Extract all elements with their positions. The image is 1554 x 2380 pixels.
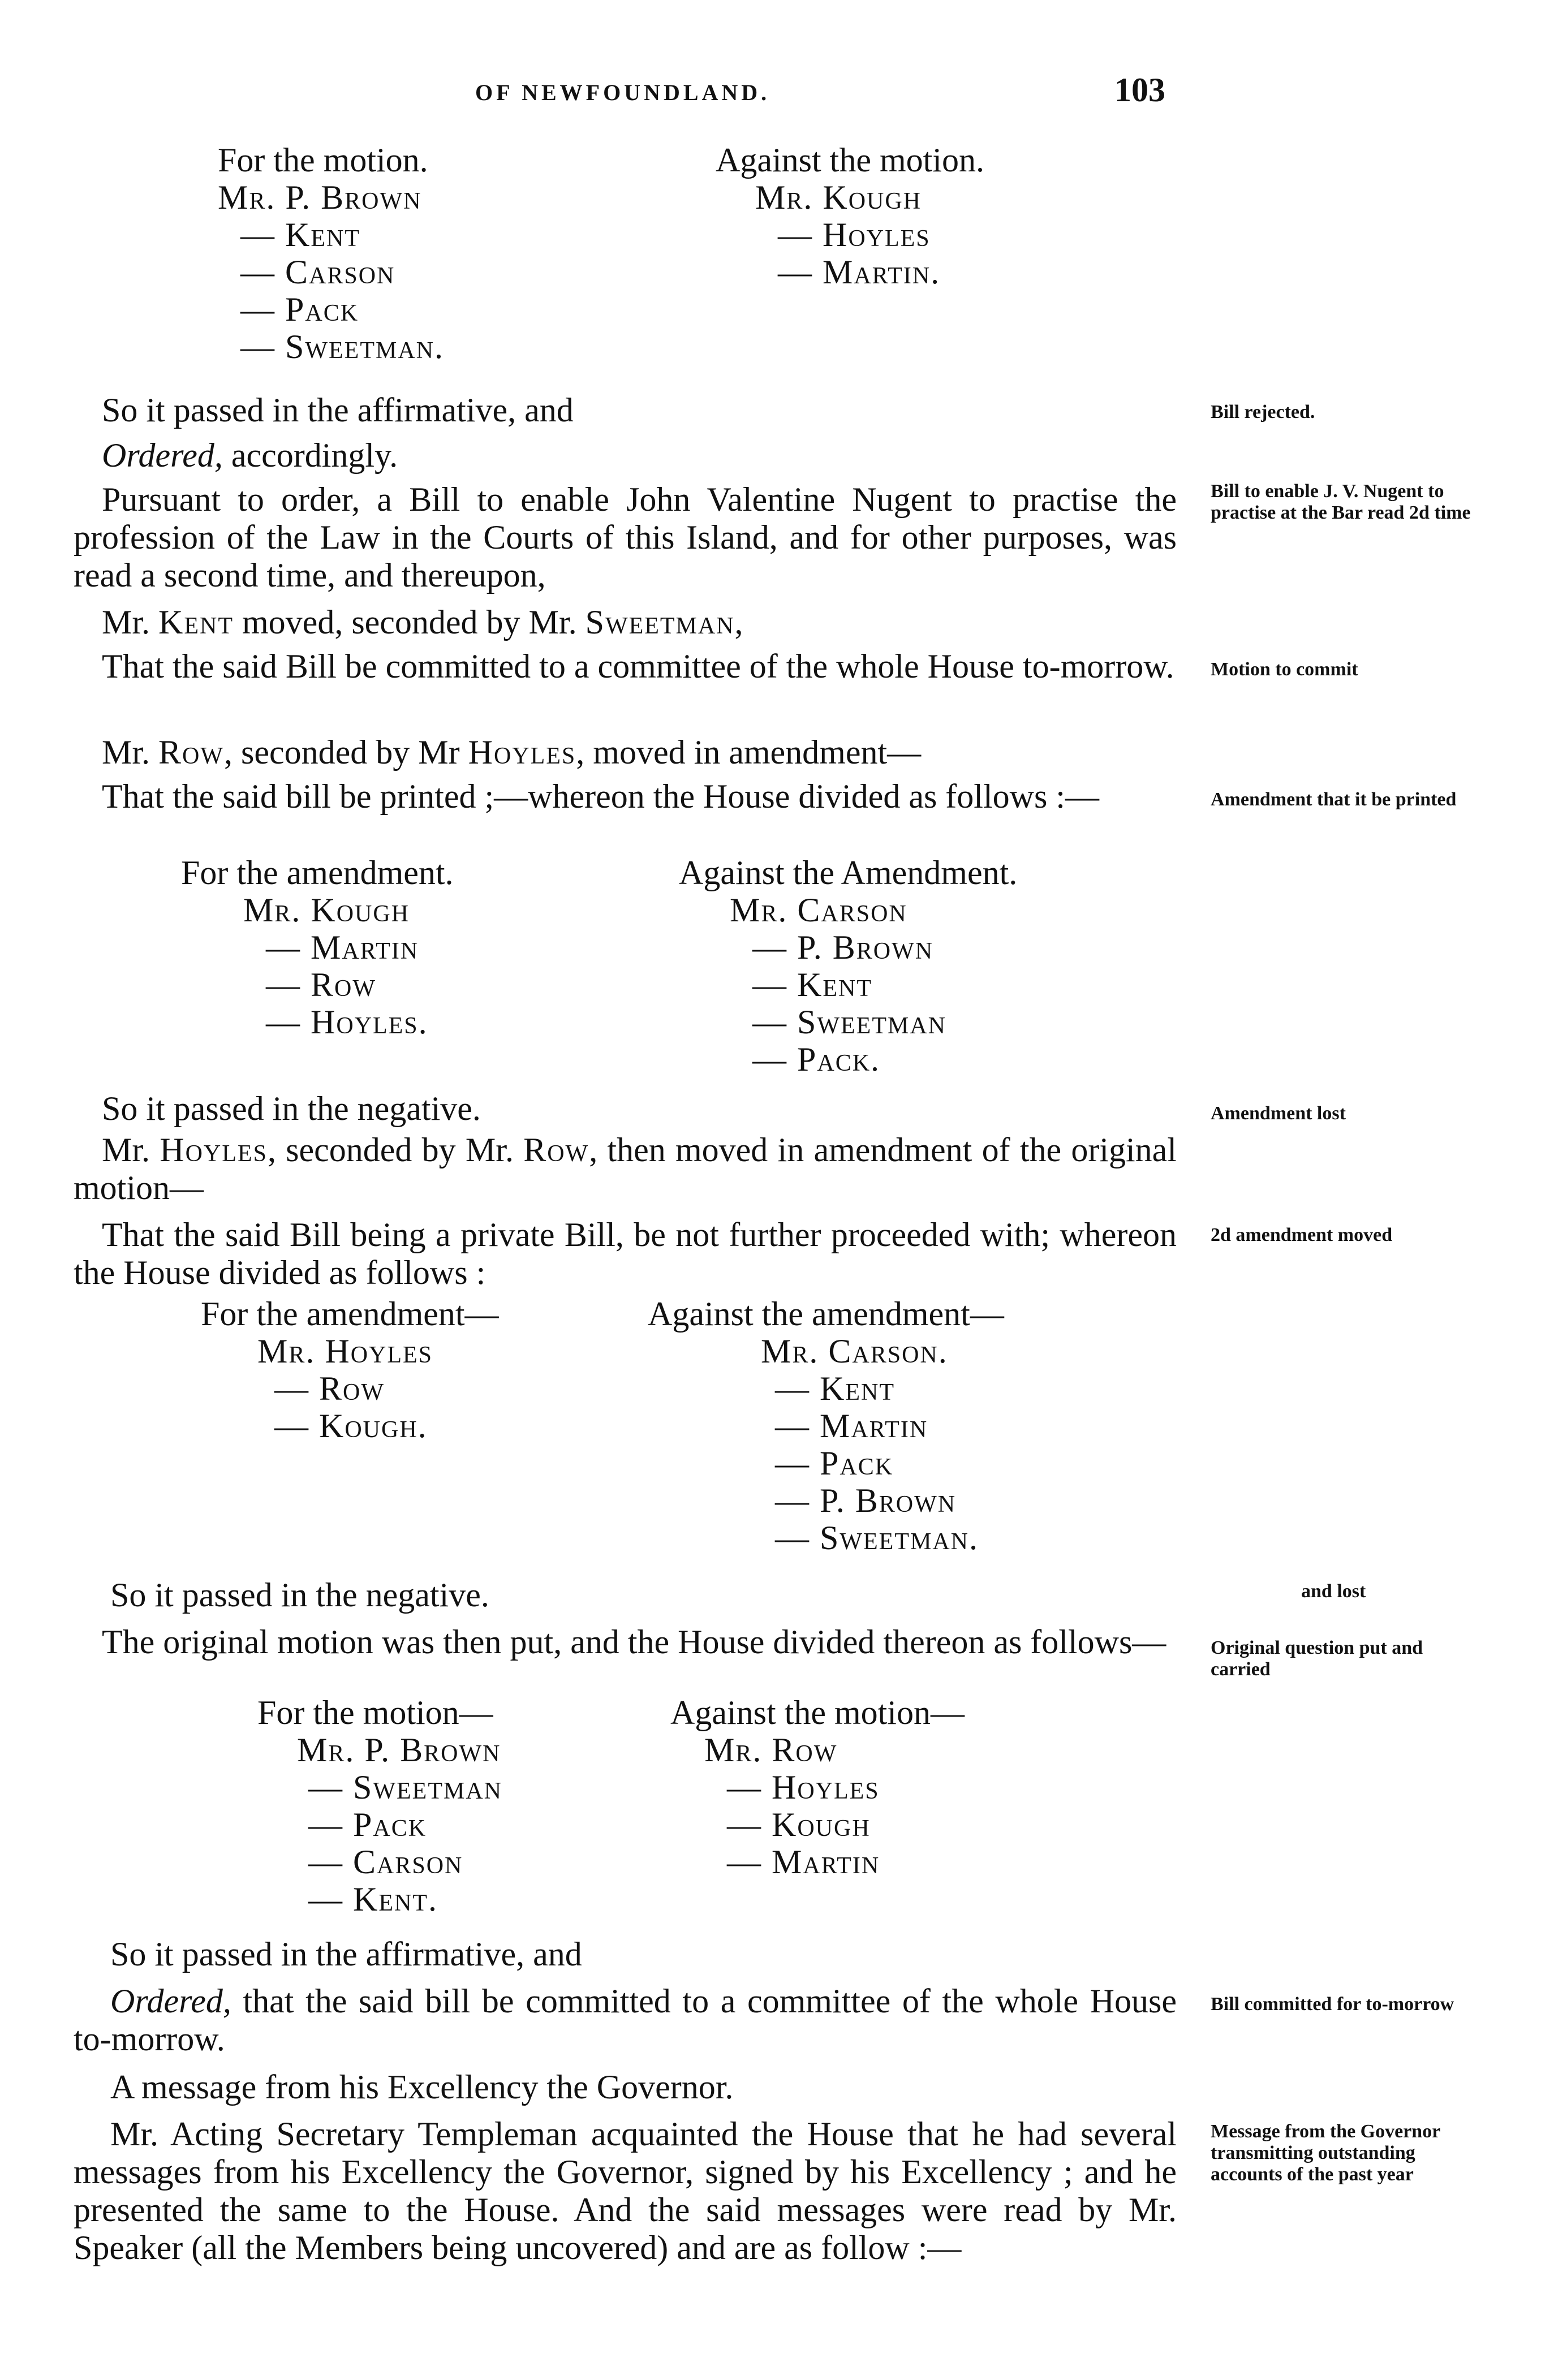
- vote3-for-column: [201, 1295, 499, 1445]
- paragraph: So it passed in the affirmative, and: [110, 1935, 582, 1973]
- margin-note: Message from the Governor transmitting outstanding accounts of the past year: [1211, 2121, 1440, 2185]
- paragraph: Mr. Row, seconded by Mr Hoyles, moved in amendment—: [102, 734, 922, 771]
- margin-note: Bill committed for to-morrow: [1211, 1994, 1454, 2015]
- vote1-for-member: — Carson: [240, 253, 395, 291]
- vote3-for-heading: For the amendment—: [201, 1295, 499, 1333]
- vote2-against-member: — Sweetman: [752, 1003, 946, 1041]
- vote2-against-member: — P. Brown: [752, 929, 934, 966]
- vote2-for-member: — Martin: [266, 929, 419, 966]
- margin-note: Amendment that it be printed: [1211, 789, 1457, 810]
- paragraph: So it passed in the negative.: [102, 1090, 481, 1127]
- margin-note: Original question put and carried: [1211, 1637, 1423, 1680]
- vote2-against-column: [679, 854, 1017, 1078]
- paragraph-second-amendment: Mr. Hoyles, seconded by Mr. Row, then moved in amendment of the original motion—: [74, 1131, 1177, 1206]
- vote2-against-member: — Kent: [752, 966, 872, 1003]
- vote4-against-member: Mr. Row: [704, 1731, 838, 1769]
- vote2-against-member: Mr. Carson: [730, 891, 907, 929]
- vote1-against-heading: Against the motion.: [716, 141, 984, 179]
- vote4-against-column: [670, 1694, 965, 1881]
- margin-note: Amendment lost: [1211, 1103, 1346, 1124]
- margin-note: and lost: [1301, 1581, 1366, 1602]
- paragraph-message: Mr. Acting Secretary Templeman acquainted the House that he had several messages from his Excellency the Governor, signed by his Excellency ; and he presented the same to the House. And the said messages were read by Mr. Speaker (all the Members being uncovered) and are as follow :—: [74, 2115, 1177, 2266]
- margin-note: Motion to commit: [1211, 659, 1358, 680]
- vote2-for-member: Mr. Kough: [243, 891, 410, 929]
- margin-note: Bill rejected.: [1211, 402, 1315, 422]
- paragraph-committed: Ordered, that the said bill be committed to a committee of the whole House to-morrow.: [74, 1982, 1177, 2058]
- vote2-against-member: — Pack.: [752, 1041, 881, 1078]
- vote4-against-heading: Against the motion—: [670, 1694, 965, 1731]
- paragraph: So it passed in the affirmative, and: [102, 391, 574, 429]
- vote4-for-heading: For the motion—: [257, 1694, 493, 1731]
- vote2-for-column: [181, 854, 454, 1041]
- vote4-for-member: — Carson: [308, 1843, 463, 1881]
- vote3-for-member: — Kough.: [274, 1407, 428, 1445]
- paragraph: Ordered, accordingly.: [102, 437, 398, 474]
- running-header: OF NEWFOUNDLAND.: [475, 80, 770, 105]
- vote4-for-member: — Pack: [308, 1806, 427, 1843]
- vote3-against-member: Mr. Carson.: [761, 1333, 948, 1370]
- vote2-for-member: — Hoyles.: [266, 1003, 428, 1041]
- vote1-for-column: [218, 141, 444, 365]
- vote4-against-member: — Hoyles: [727, 1769, 880, 1806]
- vote1-for-member: — Sweetman.: [240, 328, 444, 365]
- paragraph-amendment: That the said bill be printed ;—whereon the House divided as follows :—: [102, 778, 1099, 815]
- paragraph-private-bill: That the said Bill being a private Bill, be not further proceeded with; whereon the House divided as follows :: [74, 1216, 1177, 1291]
- vote1-against-member: — Hoyles: [778, 216, 931, 253]
- vote1-against-member: Mr. Kough: [755, 179, 922, 216]
- paragraph-bill-reading: Pursuant to order, a Bill to enable John Valentine Nugent to practise the profession of the Law in the Courts of this Island, and for other purposes, was read a second time, and thereupon,: [74, 481, 1177, 594]
- vote3-against-member: — Sweetman.: [775, 1519, 979, 1557]
- vote2-for-heading: For the amendment.: [181, 854, 454, 891]
- vote4-against-member: — Kough: [727, 1806, 871, 1843]
- margin-note: Bill to enable J. V. Nugent to practise at the Bar read 2d time: [1211, 481, 1471, 523]
- vote1-against-member: — Martin.: [778, 253, 941, 291]
- vote1-for-member: Mr. P. Brown: [218, 179, 422, 216]
- vote2-against-heading: Against the Amendment.: [679, 854, 1018, 891]
- paragraph: A message from his Excellency the Governor.: [110, 2068, 734, 2106]
- vote1-for-heading: For the motion.: [218, 141, 428, 179]
- vote1-against-column: [716, 141, 984, 291]
- paragraph-original-motion: The original motion was then put, and the House divided thereon as follows—: [102, 1623, 1166, 1661]
- vote3-against-heading: Against the amendment—: [648, 1295, 1004, 1333]
- vote4-for-column: [257, 1694, 502, 1918]
- vote4-against-member: — Martin: [727, 1843, 880, 1881]
- vote3-against-member: — Pack: [775, 1445, 894, 1482]
- vote1-for-member: — Kent: [240, 216, 360, 253]
- paragraph: Mr. Kent moved, seconded by Mr. Sweetman,: [102, 603, 744, 641]
- page-number: 103: [1114, 71, 1165, 109]
- vote3-for-member: Mr. Hoyles: [257, 1333, 433, 1370]
- vote3-against-member: — P. Brown: [775, 1482, 957, 1519]
- paragraph-motion: That the said Bill be committed to a committee of the whole House to-morrow.: [102, 648, 1174, 685]
- vote4-for-member: — Sweetman: [308, 1769, 502, 1806]
- vote4-for-member: — Kent.: [308, 1881, 438, 1918]
- vote3-against-member: — Kent: [775, 1370, 895, 1407]
- vote3-against-column: [648, 1295, 1004, 1557]
- margin-note: 2d amendment moved: [1211, 1225, 1393, 1245]
- vote3-against-member: — Martin: [775, 1407, 928, 1445]
- vote1-for-member: — Pack: [240, 291, 359, 328]
- vote2-for-member: — Row: [266, 966, 376, 1003]
- vote3-for-member: — Row: [274, 1370, 385, 1407]
- paragraph: So it passed in the negative.: [110, 1576, 489, 1614]
- vote4-for-member: Mr. P. Brown: [297, 1731, 501, 1769]
